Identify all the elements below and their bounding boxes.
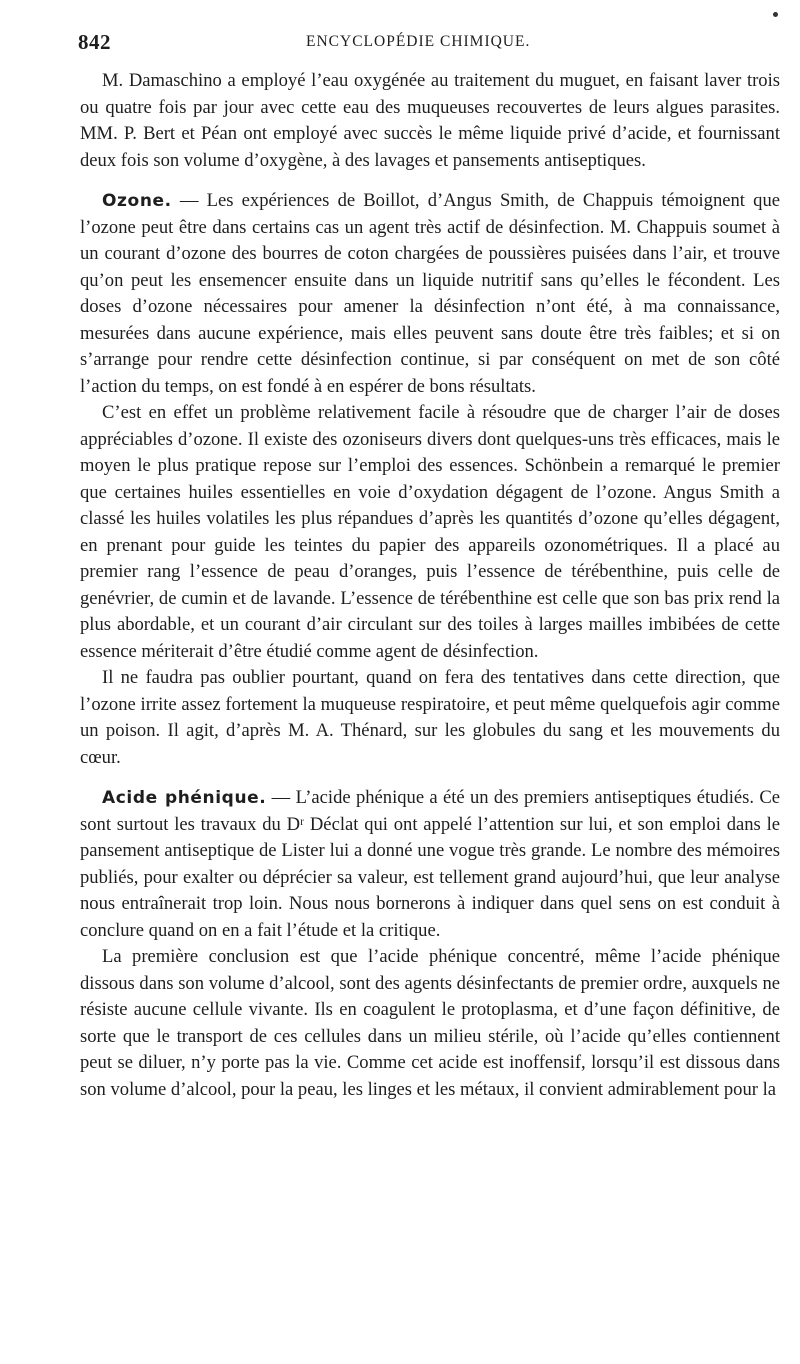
paragraph-first-conclusion — [80, 944, 780, 1103]
section-heading-ozone: Ozone. — [102, 191, 172, 211]
paragraph-muguet — [80, 68, 780, 174]
ink-speck — [773, 12, 778, 17]
page-header — [78, 30, 778, 58]
paragraph-ozone — [80, 188, 780, 400]
section-heading-acide-phenique: Acide phénique. — [102, 788, 267, 808]
running-head: ENCYCLOPÉDIE CHIMIQUE. — [306, 33, 531, 50]
paragraph-text: — Les expériences de Boillot, d’Angus Smith, de Chappuis témoignent que l’ozone peut être dans certains cas un agent très actif de désinfection. M. Chappuis soumet à un courant d’ozone des bourres de coton chargées de poussières puisées dans l’air, et trouve qu’on peut les ensemencer ensuite dans un liquide nutritif sans qu’elles le fécondent. Les doses d’ozone nécessaires pour amener la désinfection n’ont été, à ma connaissance, mesurées dans aucune expérience, mais elles peuvent sans doute être très faibles; et si on s’arrange pour rendre cette désinfection continue, si par conséquent on met de son côté l’action du temps, on est fondé à en espérer de bons résultats. — [80, 190, 780, 397]
paragraph-text: La première conclusion est que l’acide phénique concentré, même l’acide phénique dissous dans son volume d’alcool, sont des agents désinfectants de premier ordre, auxquels ne résiste aucune cellule vivante. Ils en coagulent le protoplasma, et d’une façon définitive, de sorte que le transport de ces cellules dans un milieu stérile, où l’acide qu’elles contiennent peut se diluer, n’y porte pas la vie. Comme cet acide est inoffensif, lorsqu’il est dissous dans son volume d’alcool, pour la peau, les linges et les métaux, il convient admirablement pour la — [80, 946, 780, 1100]
paragraph-text: C’est en effet un problème relativement facile à résoudre que de charger l’air de doses appréciables d’ozone. Il existe des ozoniseurs divers dont quelques-uns très efficaces, mais le moyen le plus pratique repose sur l’emploi des essences. Schönbein a remarqué le premier que certaines huiles essentielles en voie d’oxydation dégagent de l’ozone. Angus Smith a classé les huiles volatiles les plus répandues d’après les quantités d’ozone qu’elles dégagent, en prenant pour guide les teintes du papier des appareils ozonométriques. Il a placé au premier rang l’essence de peau d’oranges, puis l’essence de térébenthine, puis celle de genévrier, de cumin et de lavande. L’essence de térébenthine est celle que son bas prix rend la plus abordable, et un courant d’air circulant sur des toiles à larges mailles imbibées de cette essence mériterait d’être étudié comme agent de désinfection. — [80, 402, 780, 662]
body-text — [80, 68, 780, 1103]
paragraph-ozone-production — [80, 400, 780, 665]
paragraph-text: M. Damaschino a employé l’eau oxygénée au traitement du muguet, en faisant laver trois ou quatre fois par jour avec cette eau des muqueuses recouvertes de leurs algues parasites. MM. P. Bert et Péan ont employé avec succès le même liquide privé d’acide, et fournissant deux fois son volume d’oxygène, à des lavages et pansements antiseptiques. — [80, 70, 780, 171]
paragraph-text: Il ne faudra pas oublier pourtant, quand on fera des tentatives dans cette direction, que l’ozone irrite assez fortement la muqueuse respiratoire, et peut même quelquefois agir comme un poison. Il agit, d’après M. A. Thénard, sur les globules du sang et les mouvements du cœur. — [80, 667, 780, 768]
paragraph-acide-phenique — [80, 785, 780, 944]
paragraph-ozone-warning — [80, 665, 780, 771]
paragraph-text: — L’acide phénique a été un des premiers antiseptiques étudiés. Ce sont surtout les travaux du Dʳ Déclat qui ont appelé l’attention sur lui, et son emploi dans le pansement antiseptique de Lister lui a donné une vogue très grande. Le nombre des mémoires publiés, pour exalter ou déprécier sa valeur, est tellement grand aujourd’hui, que leur analyse nous entraînerait trop loin. Nous nous bornerons à indiquer dans quel sens on est conduit à conclure quand on en a fait l’étude et la critique. — [80, 787, 781, 941]
page-number: 842 — [78, 30, 111, 54]
